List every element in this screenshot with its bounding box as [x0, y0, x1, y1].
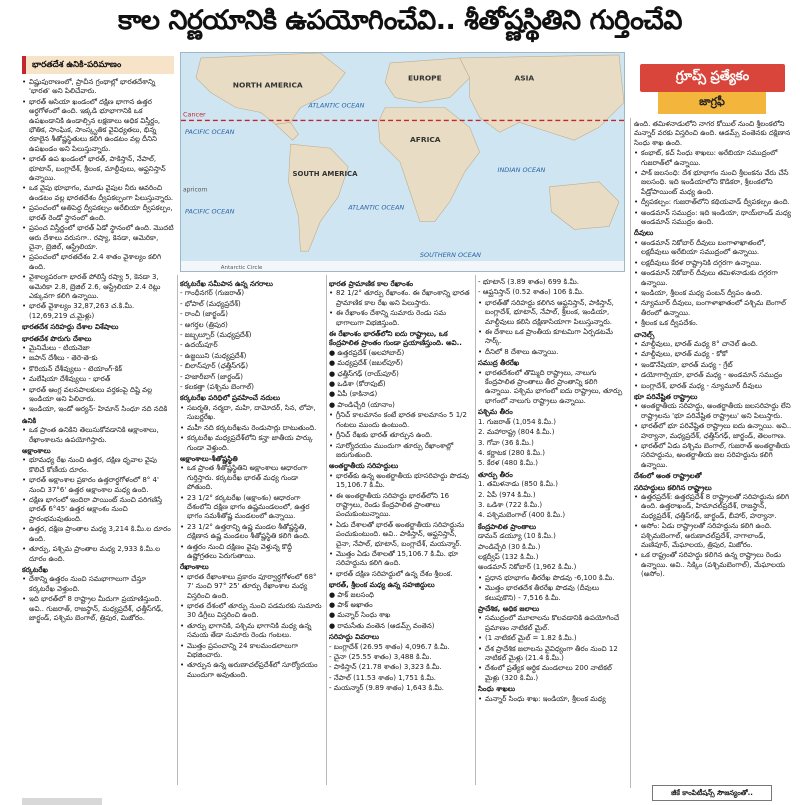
- paragraph: • భారత దేశంలో తూర్పు నుంచి పడమరకు సుమారు 30 డిగ్రీలు విస్తరించి ఉంది.: [180, 602, 323, 621]
- paragraph: • ఇండియా, శ్రీలంక మధ్య పంబన్ ద్వీపం ఉంది.: [634, 289, 794, 298]
- sub-heading: చానెల్స్: [634, 330, 655, 339]
- paragraph: ● మన్నార్ సింధు శాఖ: [329, 611, 391, 620]
- sub-heading: సరిహద్దు వివరాలు: [329, 633, 379, 642]
- sub-heading: పశ్చిమ తీరం: [478, 408, 513, 417]
- paragraph: • భారత్‌లో భూ పరివేష్టిత రాష్ట్రాలు ఐదు ఉన్నాయి. అవి.. హర్యానా, మధ్యప్రదేశ్, ఛత్తీస్‌గఢ్, జార్ఖండ్, తెలంగాణ.: [634, 422, 794, 441]
- paragraph: • ఒక ప్రాంత ఉనికిని తెలుసుకోవడానికి అక్షాంశాలు, రేఖాంశాలను ఉపయోగిస్తారు.: [22, 426, 174, 445]
- paragraph: • వైశాల్యపరంగా భారత్ పోలిస్తే రష్యా 5, కెనడా 3, అమెరికా 2.8, బ్రెజిల్ 2.6, ఆస్ట్రేలియా 2.4 రెట్లు ఎక్కువగా కలిగి ఉన్నాయి.: [22, 273, 174, 301]
- paragraph: - జబ్బల్పూర్ (మధ్యప్రదేశ్): [180, 331, 252, 340]
- paragraph: - బంగ్లాదేశ్ (26.95 శాతం) 4,096.7 కి.మీ.: [329, 642, 450, 651]
- paragraph: • సబర్మతి, నర్మదా, మహి, దామోదర్, సిన, లోహ, సుబర్ణరేఖ.: [180, 404, 323, 423]
- paragraph: • అంతర్జాతీయ సరిహద్దు, అంతర్జాతీయ జలసరిహద్దు లేని రాష్ట్రాలను 'భూ పరివేష్టిత రాష్ట్రాలు' అని పిలుస్తారు.: [634, 402, 794, 421]
- paragraph: • ఈ రేఖాంశం దేశాన్ని సుమారు రెండు సమ భాగాలుగా విభజిస్తుంది.: [329, 309, 472, 328]
- sub-heading: దేశంలో అంత రాష్ట్రాలతో: [634, 472, 702, 481]
- sub-heading: అక్షాంశాలు: [22, 447, 51, 456]
- paragraph: • తూర్పు భాగానికి, పశ్చిమ భాగానికి మధ్య ఉన్న సమయ తేడా సుమారు రెండు గంటలు.: [180, 622, 323, 641]
- paragraph: ● ఛత్తీస్‌గఢ్ (రాయ్‌పూర్): [329, 369, 399, 378]
- paragraph: డామన్ డయ్యూ (10 కి.మీ.): [478, 532, 556, 541]
- paragraph: • పాక్ జలసంధి: దేశ భూభాగం నుంచి శ్రీలంకను వేరు చేసే జలసంధి. ఇది ఇండియాలోని కొడికరా, శ్రీలంకలోని పేడ్రోపాయింట్ మధ్య ఉంది.: [634, 169, 794, 197]
- paragraph: • ప్రపంచ విస్తీర్ణంలో భారత్ ఏడో స్థానంలో ఉంది. మొదటి ఆరు దేశాలు వరుసగా.. రష్యా, కెనడా, అమెరికా, చైనా, బ్రెజిల్, ఆస్ట్రేలియా.: [22, 224, 174, 252]
- paragraph: • శ్రీలంక ఒక ద్వీపదేశం.: [634, 319, 794, 328]
- paragraph: • మహీ నది కర్కటరేఖను రెండుసార్లు దాటుతుంది.: [180, 424, 323, 433]
- paragraph: • విష్ణుపురాణంలో, ప్రాచీన గ్రంథాల్లో భారతదేశాన్ని 'భారత' అని పిలిచేవారు.: [22, 78, 174, 97]
- paragraph: • ద్వీపకల్పం: గుజరాత్‌లోని కథియవాడ్ ద్వీపకల్పం ఉంది.: [634, 198, 794, 207]
- paragraph: • ఒక ప్రాంత శీతోష్ణస్థితిని అక్షాంశాలు ఆధారంగా గుర్తిస్తారు. కర్కటరేఖ భారత్ మధ్య గుండా పోతుంది.: [180, 464, 323, 492]
- paragraph: • సూర్యోదయం ముందుగా తూర్పు రేఖాంశాల్లో జరుగుతుంది.: [329, 442, 472, 461]
- paragraph: 3. ఒడిశా (722 కి.మీ.): [478, 500, 543, 509]
- sub-heading: కర్కటరేఖ పరిధిలో ప్రవహించే నదులు: [180, 394, 281, 403]
- paragraph: అండమాన్ నికోబార్ (1,962 కి.మీ.): [478, 563, 577, 572]
- paragraph: • మన్నార్ సింధు శాఖ: ఇండియా, శ్రీలంక మధ్య: [478, 695, 625, 704]
- map-label-pacific-south: PACIFIC OCEAN: [184, 207, 235, 216]
- map-label-asia: ASIA: [514, 73, 535, 83]
- paragraph: • ప్రధాన భూభాగం తీరరేఖ పొడవు -6,100 కి.మీ.: [478, 574, 625, 583]
- group-title-badge: గ్రూప్స్ ప్రత్యేకం: [640, 64, 785, 92]
- paragraph: - పాకిస్తాన్ (21.78 శాతం) 3,323 కి.మీ.: [329, 663, 442, 672]
- column-3: [329, 278, 472, 788]
- paragraph: 2. ఏపీ (974 కి.మీ.): [478, 490, 536, 499]
- paragraph: 3. గోవా (36 కి.మీ.): [478, 438, 534, 447]
- paragraph: - చైనా (25.55 శాతం) 3,488 కి.మీ.: [329, 653, 432, 662]
- paragraph: • మొత్తం ఏడు దేశాలతో 15,106.7 కి.మీ. భూ సరిహద్దును కలిగి ఉంది.: [329, 550, 472, 569]
- footer-credit: జీకే కాంపిటీషన్స్ సౌజన్యంతో..: [652, 785, 772, 801]
- paragraph: • ఇది భారత్‌లో 8 రాష్ట్రాల మీదుగా ప్రయాణిస్తుంది. అవి.. గుజరాత్, రాజస్థాన్, మధ్యప్రదేశ్, ఛత్తీస్‌గఢ్, జార్ఖండ్, పశ్చిమ బెంగాల్, త్రిపుర, మిజోరం.: [22, 595, 174, 623]
- sub-heading: కర్కటరేఖ: [22, 565, 48, 574]
- bottom-strip: [22, 798, 102, 805]
- paragraph: 5. కేరళ (480 కి.మీ.): [478, 459, 539, 468]
- paragraph: - ఉజ్జయిని (మధ్యప్రదేశ్): [180, 351, 247, 360]
- paragraph: - భూటాన్ (3.89 శాతం) 699 కి.మీ.: [478, 278, 579, 286]
- map-label-north-america: NORTH AMERICA: [232, 80, 303, 90]
- paragraph: • 23 1/2° ఉత్తరాన్ని ఉష్ణ మండల శీతోష్ణస్థితి, దక్షిణాన ఉష్ణ మండలం శీతోష్ణస్థితి కలిగి ఉంది.: [180, 523, 323, 542]
- paragraph: • భారత రేఖాంశాలు ప్రకారం పూర్వార్ధగోళంలో 68° 7' నుంచి 97° 25' తూర్పు రేఖాంశాల మధ్య విస్తరించి ఉంది.: [180, 573, 323, 601]
- paragraph: - ఉదయ్‌పూర్: [180, 341, 218, 350]
- paragraph: - భోపాల్ (మధ్యప్రదేశ్): [180, 299, 241, 308]
- paragraph: • భారతదేశంలో తొమ్మిది రాష్ట్రాలు, నాలుగు కేంద్రపాలిత ప్రాంతాలు తీర ప్రాంతాన్ని కలిగి ఉన్నాయి. పశ్చిమ భాగంలో ఐదు రాష్ట్రాలు, తూర్పు భాగంలో నాలుగు రాష్ట్రాలు ఉన్నాయి.: [478, 369, 625, 407]
- paragraph: • గ్రీనిచ్ కాలమానం కంటే భారత కాలమానం 5 1/2 గంటలు ముందు ఉంటుంది.: [329, 411, 472, 430]
- paragraph: - మయన్మార్ (9.89 శాతం) 1,643 కి.మీ.: [329, 684, 445, 693]
- paragraph: • భారత్ ఆంగ్ల వలసపాలకులు వర్తకంపై దిష్టి వల్ల ఇండియా అని పిలిచారు.: [22, 386, 174, 405]
- paragraph: • 23 1/2° కర్కటరేఖ (అక్షాంశం) ఆధారంగా దేశంలోని దక్షిణ భాగం ఉష్ణమండలంలో, ఉత్తర భాగం సమశీతోష్ణ మండలంలో ఉన్నాయి.: [180, 494, 323, 522]
- sub-heading: సరిహద్దులు కలిగిన రాష్ట్రాలు: [634, 483, 712, 492]
- paragraph: లక్షద్వీప్ (132 కి.మీ.): [478, 552, 539, 561]
- paragraph: • అండమాన్ నికోబార్ దీవులు బంగాళాఖాతంలో, లక్షదీవులు అరేబియా సముద్రంలో ఉన్నాయి.: [634, 239, 794, 258]
- paragraph: ● మధ్యప్రదేశ్ (జబల్‌పూర్): [329, 359, 403, 368]
- paragraph: • మలేషియా దేశీవ్యులు - భారత్: [22, 375, 174, 384]
- paragraph: • మాల్దీవులు, భారత్ మధ్య 8° చానెల్ ఉంది.: [634, 340, 794, 349]
- paragraph: • సముద్రంలో మూలాలను కొలవడానికి ఉపయోగించే ప్రమాణం నాటికల్ మైల్.: [478, 614, 625, 633]
- map-label-antarctic: Antarctic Circle: [220, 265, 263, 271]
- paragraph: • ఇండొనేషియా, భారత్ మధ్య - గ్రేట్: [634, 361, 794, 370]
- paragraph: • కొరియన్ దేశీవ్యులు - టెయాంగ్-కిక్: [22, 365, 174, 374]
- sub-heading: సింధు శాఖలు: [478, 685, 516, 694]
- paragraph: • ఈ అంతర్జాతీయ సరిహద్దు భారత్‌లోని 16 రాష్ట్రాలు, రెండు కేంద్రపాలిత ప్రాంతాలు పంచుకుంటున్నాయి.: [329, 492, 472, 520]
- paragraph: • దేశాన్ని ఉత్తరం నుంచి సమభాగాలుగా చేస్తూ కర్కటరేఖ వెళ్తుంది.: [22, 575, 174, 594]
- map-label-indian-ocean: INDIAN OCEAN: [497, 165, 546, 174]
- paragraph: • ఏడు దేశాలతో భారత్ అంతర్జాతీయ సరిహద్దును పంచుకుంటుంది. అవి.. పాకిస్తాన్, ఆఫ్ఘనిస్తాన్, చైనా, నేపాల్, భూటాన్, బంగ్లాదేశ్, మయన్మార్.: [329, 521, 472, 549]
- column-5: [634, 120, 794, 782]
- column-4: [478, 278, 625, 788]
- sub-heading: భూ పరివేష్టిత రాష్ట్రాలు: [634, 392, 698, 401]
- paragraph: 1. తమిళనాడు (850 కి.మీ.): [478, 480, 558, 489]
- section-label: భారతదేశ ఉనికి-పరిమాణం: [22, 56, 174, 74]
- paragraph: - నేపాల్ (11.53 శాతం) 1,751 కి.మీ.: [329, 673, 436, 682]
- sub-heading: భారతదేశ పొరుగు దేశాలు: [22, 334, 92, 343]
- paragraph: • మైనిమేలు - టియనెజా: [22, 344, 174, 353]
- paragraph: • అండమాన్ నికోబార్ దీవులు తమిళనాడుకు దగ్గరగా ఉన్నాయి.: [634, 269, 794, 288]
- sub-heading: భారతదేశ సరిహద్దు దేశాల విశేషాలు: [22, 323, 119, 332]
- paragraph: • అండమాన్ సముద్రం: ఇది ఇండియా, థాయ్‌లాండ్ మధ్య అండమాన్ సముద్రం ఉంది.: [634, 209, 794, 228]
- sub-heading: భారత్, శ్రీలంక మధ్య ఉన్న సహజిద్దులు: [329, 581, 435, 590]
- sub-heading: అక్షాంశాలు-శీతోష్ణస్థితి: [180, 454, 238, 463]
- paragraph: • మాల్దీవులు, భారత్ మధ్య - కోకో: [634, 350, 794, 359]
- sub-heading: కర్కటరేఖ సమీపాన ఉన్న నగరాలు: [180, 280, 273, 288]
- map-label-africa: AFRICA: [409, 135, 441, 145]
- paragraph: • ఉత్తర, దక్షిణ ప్రాంతాల మధ్య 3,214 కి.మీ.ల దూరం ఉంది.: [22, 525, 174, 544]
- sub-heading: ఉనికి: [22, 416, 37, 425]
- paragraph: • అసోం: ఏడు రాష్ట్రాలతో సరిహద్దును కలిగి ఉంది. పశ్చిమబెంగాల్, అరుణాచల్‌ప్రదేశ్, నాగాలాండ్, మణిపూర్, మేఘాలయ, త్రిపుర, మిజోరం.: [634, 522, 794, 550]
- paragraph: - రాంచీ (జార్ఖండ్): [180, 310, 229, 319]
- map-label-europe: EUROPE: [407, 73, 442, 83]
- paragraph: • ఒక రాష్ట్రంతో సరిహద్దు కలిగిన ఉన్న రాష్ట్రాలు రెండు ఉన్నాయి. అవి.. సిక్కిం (పశ్చిమబెంగాల్), మేఘాలయ (అసోం).: [634, 551, 794, 579]
- paragraph: ● రామసేతు వంతెన (ఆడమ్స్ వంతెన): [329, 621, 435, 630]
- world-map-svg: [181, 53, 624, 271]
- paragraph: - హజారీబాగ్ (జార్ఖండ్): [180, 372, 243, 381]
- paragraph: ఉంది. తమిళనాడులోని నాగర కోయిల్ నుంచి శ్రీలంకలోని మన్నార్ వరకు విస్తరించి ఉంది. ఆడమ్స్ వంతెనకు దక్షిణాన సింధు శాఖ ఉంది.: [634, 120, 791, 147]
- paragraph: ● ఉత్తరప్రదేశ్ (అలహాబాద్): [329, 348, 405, 357]
- paragraph: • బంగ్లాదేశ్, భారత్ మధ్య - న్యూమూర్ దీవులు: [634, 382, 794, 391]
- paragraph: ● పాక్ అఖాతం: [329, 601, 373, 609]
- sub-heading: ఈ రేఖాంశం భారత్‌లోని ఐదు రాష్ట్రాలు, ఒక కేంద్రపాలిత ప్రాంతం గుండా ప్రయాణిస్తుంది. అవి..: [329, 330, 462, 348]
- paragraph: • ఈ దేశాలు ఒక ప్రాంతీయ కూటమిగా ఏర్పడటమే సార్క్.: [478, 328, 625, 347]
- paragraph: • లక్షదీవులు కేరళ రాష్ట్రానికి దగ్గరగా ఉన్నాయి.: [634, 259, 794, 268]
- sub-heading: తూర్పు తీరం: [478, 470, 513, 479]
- paragraph: • డయోగార్సియా, భారత్ మధ్య - అండమాన్ సముద్రం: [634, 371, 794, 380]
- paragraph: • దక్షిణ భాగంలో ఇందిరా పాయింట్ నుంచి పరిగణిస్తే భారత్ 6°45' ఉత్తర అక్షాంశం నుంచి ప్రారంభమవుతుంది.: [22, 496, 174, 524]
- map-label-south-america: SOUTH AMERICA: [292, 169, 358, 178]
- column-divider: [177, 275, 178, 785]
- paragraph: ● పాండిచ్చేరి (యానాం): [329, 400, 395, 409]
- paragraph: • ఒక వైపు భూభాగం, మూడు వైపుల నీరు ఆవరించి ఉండటం వల్ల భారతదేశం ద్వీపకల్పంగా పిలుస్తున్నారు.: [22, 184, 174, 203]
- paragraph: పాండిచ్చేరి (30 కి.మీ.): [478, 542, 541, 551]
- sub-heading: భారత ప్రామాణిక కాల రేఖాంశం: [329, 280, 414, 288]
- paragraph: • ప్రపంచంలో అతిపెద్ద ద్వీపకల్పం అరేబియా ద్వీపకల్పం, భారత్ రెండో స్థానంలో ఉంది.: [22, 204, 174, 223]
- paragraph: • దీనిలో 8 దేశాలు ఉన్నాయి.: [478, 348, 625, 357]
- paragraph: • ఇండియా, ఇండో ఆర్యన్- హిమాన్ సింధూ నది నదికి: [22, 405, 174, 414]
- column-divider: [630, 118, 631, 788]
- sub-heading: సముద్ర తీరరేఖ: [478, 359, 520, 368]
- paragraph: • 82 1/2° తూర్పు రేఖాంశం. ఈ రేఖాంశాన్ని భారత ప్రామాణిక కాల రేఖ అని పిలుస్తారు.: [329, 289, 472, 308]
- paragraph: ● ఏపీ (కాకినాడ): [329, 390, 378, 399]
- map-label-atlantic-south: ATLANTIC OCEAN: [348, 203, 405, 212]
- map-label-atlantic-north: ATLANTIC OCEAN: [308, 101, 365, 110]
- paragraph: • ఉత్తరప్రదేశ్: ఉత్తరప్రదేశ్ 8 రాష్ట్రాలతో సరిహద్దును కలిగి ఉంది. ఉత్తరాఖండ్, హిమాచల్‌ప్రదేశ్, రాజస్థాన్, మధ్యప్రదేశ్, ఛత్తీస్‌గఢ్, జార్ఖండ్, బీహార్, హర్యానా.: [634, 493, 794, 521]
- sub-heading: అంతర్జాతీయ సరిహద్దులు: [329, 462, 399, 471]
- sub-heading: కేంద్రపాలిత ప్రాంతాలు: [478, 522, 537, 531]
- map-label-pacific-north: PACIFIC OCEAN: [184, 128, 235, 137]
- paragraph: 1. గుజరాత్ (1,054 కి.మీ.): [478, 417, 556, 426]
- page-headline: కాల నిర్ణయానికి ఉపయోగించేవి.. శీతోష్ణస్థితిని గుర్తించేవి: [118, 5, 682, 36]
- paragraph: • (1 నాటికల్ మైల్ = 1.82 కి.మీ.): [478, 634, 625, 643]
- paragraph: • తూర్పున ఉన్న అరుణాచల్‌ప్రదేశ్‌లో సూర్యోదయం ముందుగా అవుతుంది.: [180, 661, 323, 680]
- map-label-tropic: Cancer: [182, 110, 206, 119]
- paragraph: - కలకత్తా (పశ్చిమ బెంగాల్): [180, 383, 254, 392]
- paragraph: • భారత్‌తో సరిహద్దు కలిగిన ఆఫ్ఘనిస్తాన్, పాకిస్తాన్, బంగ్లాదేశ్, భూటాన్, నేపాల్, శ్రీలంక, ఇండియా, మాల్దీవులు కలిసి దక్షిణాసియాగా పిలుస్తున్నారు.: [478, 299, 625, 327]
- world-map: [180, 52, 625, 272]
- map-label-capricorn: apricorn: [182, 186, 208, 194]
- paragraph: • గ్రీనిచ్ రేఖకు భారత్ తూర్పున ఉంది.: [329, 431, 472, 440]
- paragraph: - అగర్తల (త్రిపుర): [180, 320, 228, 329]
- paragraph: • న్యూమూర్ దీవులు, బంగాళాఖాతంలో పశ్చిమ బెంగాల్ తీరంలో ఉన్నాయి.: [634, 299, 794, 318]
- paragraph: • దేశ ప్రాదేశిక జలాలను వైవిధ్యంగా తీరం నుంచి 12 నాటికల్ మైళ్లు (21.4 కి.మీ.): [478, 645, 625, 664]
- paragraph: • మొత్తం భారతదేశ తీరరేఖ పొడవు (దీవులు కలుపుకొని) - 7,516 కి.మీ.: [478, 584, 625, 603]
- paragraph: 2. మహారాష్ట్ర (804 కి.మీ.): [478, 428, 555, 437]
- paragraph: • భారత్ ఉప ఖండంలో భారత్, పాకిస్తాన్, నేపాల్, భూటాన్, బంగ్లాదేశ్, శ్రీలంక, మాల్దీవులు, ఆఫ్ఘనిస్తాన్ ఉన్నాయి.: [22, 155, 174, 183]
- paragraph: ● ఒడిశా (కోరాపుట్): [329, 380, 386, 389]
- sub-heading: దీవులు: [634, 229, 654, 238]
- sub-heading: రేఖాంశాలు: [180, 563, 209, 572]
- column-divider: [475, 275, 476, 785]
- paragraph: ● పాక్ జలసంధి: [329, 590, 374, 599]
- paragraph: • భూమధ్య రేఖ నుంచి ఉత్తర, దక్షిణ ధృవాల వైపు కొలిచే కోణీయ దూరం.: [22, 456, 174, 475]
- paragraph: 4. కర్ణాటక (280 కి.మీ.): [478, 448, 545, 457]
- paragraph: • ఉత్తరం నుంచి దక్షిణం వైపు వెళ్తున్న కొద్దీ ఉష్ణోగ్రతలు పెరుగుతాయి.: [180, 543, 323, 562]
- column-2: [180, 278, 323, 788]
- column-divider: [326, 275, 327, 785]
- paragraph: 4. పశ్చిమబెంగాల్ (400 కి.మీ.): [478, 511, 566, 520]
- paragraph: • తూర్పు, పశ్చిమ ప్రాంతాల మధ్య 2,933 కి.మీ.ల దూరం ఉంది.: [22, 545, 174, 564]
- group-subject-badge: జాగ్రఫీ: [658, 92, 766, 114]
- sub-heading: ప్రాదేశిక, అధిక జలాలు: [478, 605, 540, 613]
- paragraph: - ఆఫ్ఘనిస్తాన్ (0.52 శాతం) 106 కి.మీ.: [478, 288, 585, 297]
- paragraph: • భారత్‌లో ఏడు పశ్చిమ బెంగాల్, గుజరాత్ అంతర్జాతీయ సరిహద్దును, అంతర్జాతీయ జల సరిహద్దును కలిగి ఉన్నాయి.: [634, 442, 794, 470]
- paragraph: • జపాన్ దేశీలు - తెరె-తె-కు: [22, 354, 174, 363]
- map-label-southern-ocean: SOUTHERN OCEAN: [419, 251, 481, 260]
- paragraph: - గాంధీనగర్ (గుజరాత్): [180, 289, 245, 298]
- paragraph: • భారత్ ఆసియా ఖండంలో దక్షిణ భాగాన ఉత్తర అర్ధగోళంలో ఉంది. ఇక్కడి భూభాగానికి ఒక ఉపఖండానికి ఉండాల్సిన లక్షణాలు అధిక విస్తీర్ణం, భౌతిక, సాంఘిక, సాంస్కృతిక వైవిధ్యతలు, భిన్న రకాలైన శీతోష్ణస్థితులు కలిగి ఉండటం వల్ల దీనిని ఉపఖండం అని పిలుస్తున్నారు.: [22, 98, 174, 154]
- paragraph: • కంభాట్, కచ్ సింధు శాఖలు: అరేబియా సముద్రంలో గుజరాత్‌లో ఉన్నాయి.: [634, 149, 794, 168]
- paragraph: • భారత్ వైశాల్యం 32,87,263 చ.కి.మీ. (12,69,219 చ.మైళ్లు): [22, 302, 174, 321]
- paragraph: • భారత్ అక్షాంశాల ప్రకారం ఉత్తరార్ధగోళంలో 8° 4' నుంచి 37°6' ఉత్తర అక్షాంశాల మధ్య ఉంది.: [22, 476, 174, 495]
- column-1: [22, 78, 174, 788]
- paragraph: - బిలాస్‌పూర్ (ఛత్తీస్‌గఢ్): [180, 362, 249, 371]
- paragraph: • కర్కటరేఖ మధ్యప్రదేశ్‌లోని కన్హా జాతీయ పార్కు గుండా వెళ్తుంది.: [180, 434, 323, 453]
- paragraph: • మొత్తం ప్రపంచాన్ని 24 కాలమండలాలుగా విభజించారు.: [180, 642, 323, 661]
- paragraph: • ప్రపంచంలో భారతదేశం 2.4 శాతం వైశాల్యం కలిగి ఉంది.: [22, 253, 174, 272]
- paragraph: • భారత్‌కు ఉన్న అంతర్జాతీయ భూసరిహద్దు పొడవు 15,106.7 కి.మీ.: [329, 472, 472, 491]
- paragraph: • భారత్ దక్షిణ సరిహద్దులో ఉన్న దేశం శ్రీలంక.: [329, 570, 472, 579]
- paragraph: • దేశంలో ప్రత్యేక ఆర్థిక మండలాలు 200 నాటికల్ మైళ్లు (320 కి.మీ.): [478, 664, 625, 683]
